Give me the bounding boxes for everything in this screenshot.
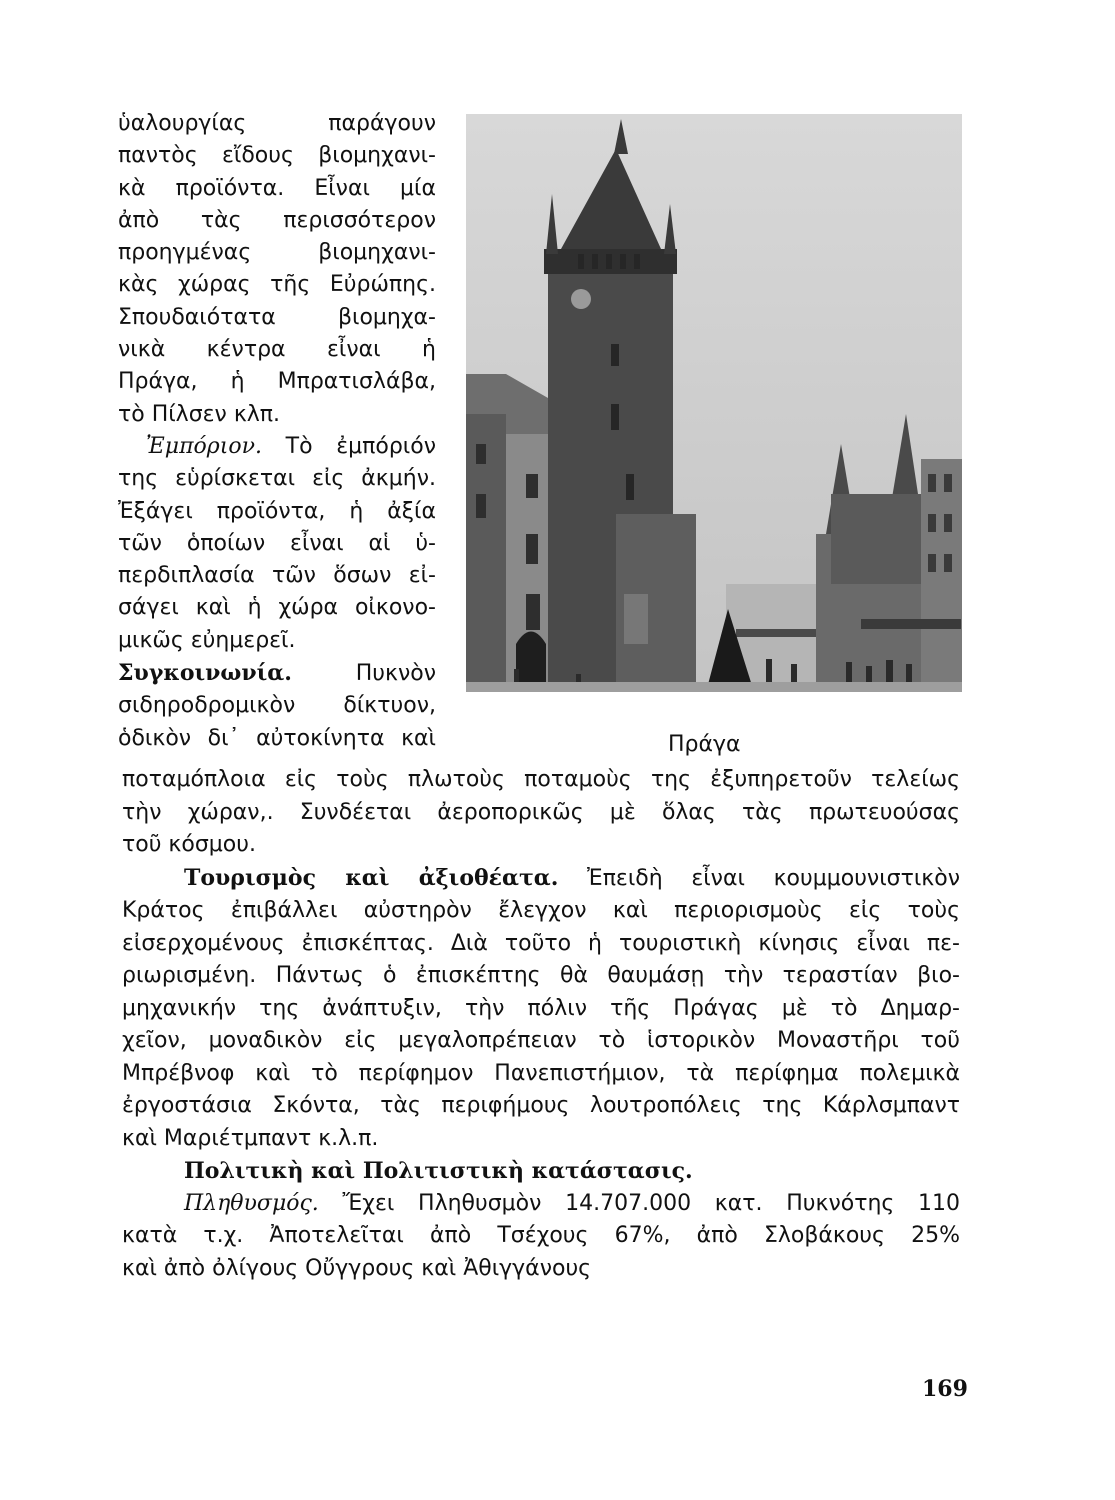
text-line: Πράγα, ἡ Μπρατισλάβα, xyxy=(118,369,436,395)
politics-heading: Πολιτικὴ καὶ Πολιτιστικὴ κατάστασις. xyxy=(184,1158,693,1184)
text-line: ὁδικὸν δι᾽ αὐτοκίνητα καὶ xyxy=(118,725,436,751)
text-line: εἰσερχομένους ἐπισκέπτας. Διὰ τοῦτο ἡ τουριστικὴ κίνησις εἶναι πε- xyxy=(122,930,960,956)
prague-photo xyxy=(466,114,962,692)
text-line: χεῖον, μοναδικὸν εἰς μεγαλοπρέπειαν τὸ ἱστορικὸν Μοναστῆρι τοῦ xyxy=(122,1028,960,1053)
left-text-column xyxy=(118,108,436,755)
text-line: τῶν ὁποίων εἶναι αἱ ὑ- xyxy=(118,530,436,556)
text-line: μηχανικήν της ἀνάπτυξιν, τὴν πόλιν τῆς Πράγας μὲ τὸ Δημαρ- xyxy=(122,995,960,1021)
prague-old-town-hall-image xyxy=(466,114,962,692)
tourism-paragraph-first: Τουρισμὸς καὶ ἀξιοθέατα. Ἐπειδὴ εἶναι κουμμουνιστικὸν xyxy=(184,864,960,891)
text-line: μικῶς εὐημερεῖ. xyxy=(118,627,296,653)
text-line: τοῦ κόσμου. xyxy=(122,832,256,857)
text-line: ἐργοστάσια Σκόντα, τὰς περιφήμους λουτροπόλεις της Κάρλσμπαντ xyxy=(122,1093,960,1118)
text-line: ὑαλουργίας παράγουν xyxy=(118,111,436,136)
text-line: Μπρέβνοφ καὶ τὸ περίφημον Πανεπιστήμιον, τὰ περίφημα πολεμικὰ xyxy=(122,1060,960,1086)
commerce-heading: Ἐμπόριον. xyxy=(146,433,262,459)
text-line: τὸ Πίλσεν κλπ. xyxy=(118,401,281,427)
text-line: Ἐξάγει προϊόντα, ἡ ἀξία xyxy=(118,498,436,524)
text-line: της εὑρίσκεται εἰς ἀκμήν. xyxy=(118,466,436,492)
text-line: σάγει καὶ ἡ χώρα οἰκονο- xyxy=(118,595,436,621)
text-line: Σπουδαιότατα βιομηχα- xyxy=(118,304,436,330)
page-number: 169 xyxy=(922,1376,968,1402)
text-line: ποταμόπλοια εἰς τοὺς πλωτοὺς ποταμοὺς της ἐξυπηρετοῦν τελείως xyxy=(122,767,960,792)
text-line: κὰς χώρας τῆς Εὐρώπης. xyxy=(118,272,436,298)
communication-heading: Συγκοινωνία. xyxy=(118,660,292,687)
text-line: νικὰ κέντρα εἶναι ἡ xyxy=(118,337,436,363)
population-paragraph-first: Πληθυσμός. Ἔχει Πληθυσμὸν 14.707.000 κατ. Πυκνότης 110 xyxy=(184,1190,960,1216)
text-line: ἀπὸ τὰς περισσότερον xyxy=(118,207,436,233)
text-line: προηγμένας βιομηχανι- xyxy=(118,240,436,266)
tourism-heading: Τουρισμὸς καὶ ἀξιοθέατα. xyxy=(184,864,559,891)
text-line: κατὰ τ.χ. Ἀποτελεῖται ἀπὸ Τσέχους 67%, ἀπὸ Σλοβάκους 25% xyxy=(122,1223,960,1248)
text-line: περδιπλασία τῶν ὅσων εἰ- xyxy=(118,563,436,589)
text-line: Κράτος ἐπιβάλλει αὐστηρὸν ἔλεγχον καὶ περιορισμοὺς εἰς τοὺς xyxy=(122,898,960,923)
text-line: κὰ προϊόντα. Εἶναι μία xyxy=(118,175,436,201)
commerce-paragraph-first: Ἐμπόριον. Τὸ ἐμπόριόν xyxy=(146,433,436,459)
text-line: τὴν χώραν,. Συνδέεται ἀεροπορικῶς μὲ ὅλας τὰς πρωτευούσας xyxy=(122,799,960,825)
text-line: παντὸς εἴδους βιομηχανι- xyxy=(118,143,436,169)
text-line: ριωρισμένη. Πάντως ὁ ἐπισκέπτης θὰ θαυμάσῃ τὴν τεραστίαν βιο- xyxy=(122,963,960,988)
population-heading: Πληθυσμός. xyxy=(184,1190,319,1216)
text-line: σιδηροδρομικὸν δίκτυον, xyxy=(118,693,436,719)
text-line: καὶ ἀπὸ ὀλίγους Οὔγγρους καὶ Ἀθιγγάνους xyxy=(122,1255,592,1281)
main-text-block xyxy=(122,764,960,1285)
photo-caption: Πράγα xyxy=(668,732,741,757)
communication-paragraph-first: Συγκοινωνία. Πυκνὸν xyxy=(118,660,436,687)
text-line: καὶ Μαριέτμπαντ κ.λ.π. xyxy=(122,1125,379,1151)
